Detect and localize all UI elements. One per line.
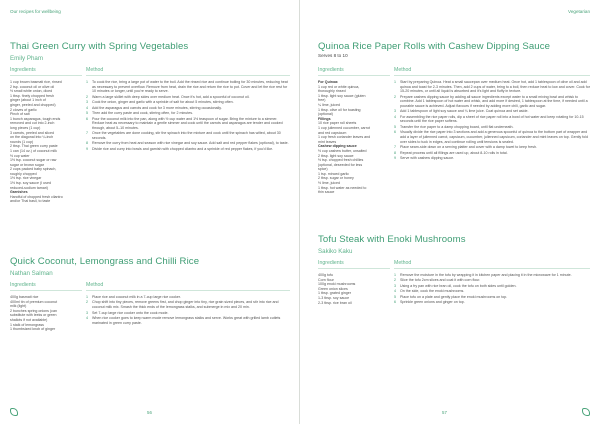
step-text: Cook the onion, ginger and garlic with a sprinkle of salt for about 5 minutes, stirring often. [92, 100, 234, 105]
ingredient-item: thoroughly rinsed [318, 89, 346, 94]
ingredients-list [318, 80, 390, 195]
step-number: 2 [394, 278, 396, 283]
method-step [86, 95, 290, 100]
step-number: 8 [86, 141, 88, 146]
step-text: Slice the tofu 2cm slices and coat it with corn flour. [400, 278, 481, 283]
ingredients-list [318, 273, 390, 305]
page-number: 56 [147, 410, 152, 415]
ingredient-item: on the diagonal into ¼-inch [10, 135, 54, 140]
ingredient-item: 2 bunches spring onions (can [10, 308, 57, 313]
step-number: 6 [394, 300, 396, 305]
recipe-serves: Serves 8 to 10 [318, 53, 348, 58]
ingredient-item: 1 tbsp. grated ginger [318, 291, 351, 296]
ingredient-item: 1 thumbsized knob of ginger [10, 327, 56, 332]
step-number: 6 [86, 116, 88, 121]
ingredient-item: 1 stalk of lemongrass [10, 322, 44, 327]
step-number: 8 [394, 150, 396, 155]
ingredient-item: 1 cup brown basmati rice, rinsed [10, 80, 62, 84]
method-step [394, 109, 590, 114]
ingredient-item: substitute with leeks or green [10, 313, 57, 318]
step-number: 7 [394, 145, 396, 150]
step-text: For assembling the rice paper rolls, dip a sheet of rice paper roll into a bowl of hot water and keep rotating for 10-15 seconds until the rice paper softens. [400, 114, 584, 124]
recipe-title: Tofu Steak with Enoki Mushrooms [318, 234, 466, 245]
recipe-author: Emily Pham [10, 55, 44, 62]
ingredient-item: 400g basmati rice [10, 295, 39, 299]
ingredients-column [10, 282, 86, 332]
ingredient-item: ginger, peeled and chopped) [10, 102, 56, 107]
recipe-thai-green-curry [10, 41, 290, 204]
recipe-quinoa-rolls [318, 41, 590, 195]
ingredient-item: 100g enoki mushrooms [318, 282, 356, 287]
ingredient-item: 1-3 tbsp. soy sauce [318, 295, 350, 300]
ingredient-item: ¼ lime, juiced [318, 102, 340, 107]
step-text: Remove the curry from heat and season with rice vinegar and soy sauce. Add salt and red pepper flakes (optional), to taste. [92, 141, 289, 146]
ingredient-item: roughly chopped [10, 171, 37, 176]
step-text: Divide rice and curry into bowls and garnish with chopped cilantro and a sprinkle of red pepper flakes, if you'd like. [92, 146, 274, 151]
ingredient-item: 1 tsp. minced garlic [318, 171, 349, 176]
ingredients-column [318, 260, 394, 306]
ingredient-item: ½ small white onion, diced [10, 89, 53, 94]
method-step [394, 95, 590, 109]
step-text: Then add the curry paste and cook, stirring often, for 2 minutes. [92, 111, 194, 116]
step-number: 3 [394, 283, 396, 288]
step-number: 1 [86, 80, 88, 84]
ingredient-item: Cashew dipping sauce [318, 144, 357, 149]
method-step [394, 115, 590, 124]
recipe-columns [318, 260, 590, 306]
recipe-tofu-steak [318, 234, 590, 306]
step-number: 5 [86, 111, 88, 116]
method-step [394, 145, 590, 150]
step-text: Place tofu on a plate and gently place the enoki mushrooms on top. [400, 294, 508, 299]
method-heading: Method [86, 282, 290, 291]
ingredient-item: 1 cup julienned cucumber, carrot [318, 125, 370, 130]
step-text: When rice cooker goes to keep warm mode remove lemongrass stalks and serve. Works great with grilled lamb cutlets marinated in green curry paste. [92, 316, 281, 325]
method-step [86, 111, 290, 116]
step-number: 2 [394, 94, 396, 99]
step-text: Once the vegetables are done cooking, stir the spinach into the mixture and cook until the spinach has wilted, about 30 seconds. [92, 131, 281, 140]
method-column [394, 260, 590, 306]
step-number: 1 [394, 273, 396, 277]
ingredient-item: Pinch of salt [10, 112, 30, 117]
ingredient-item: 2 cups packed baby spinach, [10, 167, 57, 172]
method-step [86, 147, 290, 152]
step-number: 2 [86, 300, 88, 305]
step-text: Transfer the rice paper to a damp chopping board, until flat underneath. [400, 124, 514, 129]
method-step [86, 117, 290, 131]
ingredient-item: shallots if not available) [10, 317, 48, 322]
method-step [86, 131, 290, 140]
ingredient-item: (optional) [318, 112, 333, 117]
step-text: Pour the coconut milk into the pan, along with ½ cup water and 1½ teaspoon of sugar. Bring the mixture to a simmer. Reduce heat as necessary to maintain a gentle simmer and cook until the carrots and asparagus are tender and cooked through, about 5–10 minutes. [92, 116, 283, 130]
ingredient-item: 1 tbsp. finely chopped fresh [10, 93, 54, 98]
step-number: 3 [86, 100, 88, 105]
ingredient-item: Green onion slices [318, 286, 348, 291]
step-text: Warm a large skillet with deep sides over medium heat. Once it's hot, add a spoonful of coconut oil. [92, 94, 250, 99]
step-number: 5 [394, 294, 396, 299]
step-text: Repeat process until all fillings are used up, about 8-10 rolls in total. [400, 150, 508, 155]
step-text: Remove the moisture in the tofu by wrapping it in kitchen paper and placing it in the microwave for 1 minute. [400, 273, 572, 277]
method-step [86, 106, 290, 111]
step-number: 9 [86, 146, 88, 151]
method-steps [86, 80, 290, 151]
step-text: Sprinkle green onions and ginger on top. [400, 300, 465, 305]
ingredient-item: 1½ tsp. coconut sugar or raw [10, 158, 57, 163]
ingredient-item: spice) [318, 167, 328, 172]
method-step [394, 125, 590, 130]
step-number: 4 [86, 316, 88, 321]
method-steps [394, 273, 590, 305]
step-number: 3 [394, 109, 396, 114]
ingredient-item: 2 tbsp. light soy sauce [318, 153, 354, 158]
method-step [394, 156, 590, 161]
ingredient-item: thin sauce [318, 190, 335, 195]
ingredient-item: 1½ tsp. rice vinegar [10, 176, 42, 181]
ingredient-item: ginger (about 1 inch of [10, 98, 46, 103]
recipe-columns [318, 67, 590, 195]
method-step [394, 80, 590, 94]
method-step [394, 130, 590, 144]
step-number: 1 [86, 295, 88, 299]
method-step [86, 80, 290, 94]
method-column [86, 282, 290, 332]
ingredients-heading: Ingredients [10, 67, 82, 76]
recipe-coconut-rice [10, 256, 290, 332]
method-step [86, 295, 290, 300]
ingredient-item: milk (light) [10, 304, 27, 309]
step-number: 7 [86, 131, 88, 136]
ingredient-item: Corn flour [318, 277, 334, 282]
recipe-title: Quick Coconut, Lemongrass and Chilli Rice [10, 256, 200, 267]
ingredient-item: (optional, deseeded for less [318, 162, 363, 167]
ingredient-item: 1 can (14 oz.) of coconut milk [10, 148, 57, 153]
ingredient-item: and red capsicum [318, 130, 347, 135]
step-text: Serve with cashew dipping sauce. [400, 156, 455, 161]
ingredient-item: 400ml tin of premium coconut [10, 299, 58, 304]
ingredient-item: ½ cup water [10, 153, 30, 158]
ingredient-item: mint leaves [318, 139, 337, 144]
leaf-icon [10, 408, 18, 416]
ingredient-item: 1½ tsp. soy sauce (I used [10, 181, 51, 186]
ingredient-item: reduced-sodium tamari) [10, 185, 48, 190]
method-column [394, 67, 590, 195]
step-text: Place rice and coconut milk in a 7-cup large rice cooker. [92, 295, 181, 299]
ingredients-heading: Ingredients [10, 282, 82, 291]
step-text: Add 1 tablespoon of light soy sauce and ¼ lime juice. Coat quinoa and set aside. [400, 109, 529, 114]
ingredient-item: and/or Thai basil, to taste [10, 199, 51, 204]
recipe-columns [10, 282, 290, 332]
step-number: 4 [394, 114, 396, 119]
ingredient-item: Handful of chopped fresh cilantro [10, 194, 63, 199]
ingredient-item: 3 carrots, peeled and sliced [10, 130, 54, 135]
leaf-icon [582, 408, 590, 416]
step-text: Visually divide the rice paper into 3 sections and add a generous spoonful of quinoa to the bottom part of wrapper and add a layer of julienned carrot, capsicum, cucumber, julienned capsicum, coriander and mint leaves on top. Gently fold over sides to tuck in edges, and continue rolling until tensions is sealed. [400, 130, 588, 144]
running-head: Vegetarian [568, 9, 590, 14]
ingredients-column [318, 67, 394, 195]
step-text: Chop shift into tiny pieces, remove greens first, and chop ginger into tiny, rice grain sized pieces, and stir into rice and coconut milk mix. Smash the thick ends of the lemongrass stalks, and submerge in mix and 20 min. [92, 300, 279, 310]
step-text: Add the asparagus and carrots and cook for 3 more minutes, stirring occasionally. [92, 105, 222, 110]
ingredient-item: For Quinoa: [318, 80, 339, 84]
method-step [86, 100, 290, 105]
ingredient-item: 1 bunch asparagus, tough ends [10, 116, 61, 121]
ingredient-item: 1 tbsp. light soy sauce (gluten [318, 93, 366, 98]
ingredient-item: 2 tbsp. sugar or honey [318, 176, 354, 181]
ingredients-list [10, 295, 82, 332]
method-heading: Method [86, 67, 290, 76]
step-text: To cook the rice, bring a large pot of water to the boil. Add the rinsed rice and continue boiling for 30 minutes, reducing heat as necessary to prevent overflow. Remove from heat, drain the rice and return the rice to pot. Cover and let the rice rest for 10 minutes or longer, until you're ready to serve. [92, 80, 288, 94]
ingredient-item: ½ cup cashew butter, unsalted [318, 148, 367, 153]
method-column [86, 67, 290, 204]
recipe-title: Quinoa Rice Paper Rolls with Cashew Dipping Sauce [318, 41, 551, 52]
step-text: Using a fry pan with rice bran oil, cook the tofu on both sides until golden. [400, 283, 517, 288]
page-number: 57 [442, 410, 447, 415]
step-text: On the side, cook the enoki mushrooms. [400, 289, 465, 294]
ingredient-item: long pieces (1 cup) [10, 125, 41, 130]
ingredients-heading: Ingredients [318, 260, 390, 269]
ingredient-item: 2 tbsp. Thai green curry paste [10, 144, 58, 149]
ingredient-item: removed and cut into 2-inch [10, 121, 55, 126]
method-step [394, 273, 590, 278]
method-steps [86, 295, 290, 325]
method-step [394, 151, 590, 156]
ingredient-item: sugar or brown sugar [10, 162, 44, 167]
ingredient-item: 1 cup red or white quinoa, [318, 84, 360, 89]
recipe-author: Nathan Salman [10, 270, 53, 277]
right-page [300, 0, 600, 424]
ingredients-column [10, 67, 86, 204]
recipe-title: Thai Green Curry with Spring Vegetables [10, 41, 189, 52]
recipe-columns [10, 67, 290, 204]
ingredient-item: 2 cloves of garlic [10, 107, 37, 112]
step-number: 3 [86, 310, 88, 315]
ingredient-item: 1 tbsp. hot water as needed to [318, 185, 367, 190]
method-step [394, 284, 590, 289]
step-number: 1 [394, 80, 396, 84]
method-step [86, 300, 290, 309]
step-number: 4 [86, 105, 88, 110]
ingredient-item: 400g tofu [318, 273, 333, 277]
ingredient-item: 1 tbsp. olive oil for toasting [318, 107, 361, 112]
ingredient-item: 10 rice paper roll sheets [318, 121, 357, 126]
step-number: 2 [86, 94, 88, 99]
method-heading: Method [394, 260, 590, 269]
method-steps [394, 80, 590, 161]
ingredient-item: Garnishes [10, 190, 28, 195]
ingredient-item: ½ tsp. chopped fresh chillies [318, 158, 364, 163]
step-text: Prepare cashew dipping sauce by adding all sauce ingredients except water to a small mixing bowl and whisk to combine. Add 1 tablespoon of hot water and whisk, and add more if desired, 1 tablespoon at the time, if needed until a pourable sauce is achieved. Adjust flavours if needed by adding more chili, garlic and sugar. [400, 94, 588, 108]
method-step [86, 311, 290, 316]
step-text: Set 7-cup large rice cooker onto the cook mode. [92, 310, 169, 315]
ingredient-item: free) [318, 98, 326, 103]
step-number: 9 [394, 156, 396, 161]
step-number: 5 [394, 124, 396, 129]
ingredients-list [10, 80, 82, 204]
recipe-author: Sakiko Kaku [318, 248, 353, 255]
method-heading: Method [394, 67, 590, 76]
ingredient-item: Fillings [318, 116, 331, 121]
step-number: 4 [394, 289, 396, 294]
ingredient-item: ½ lime, juiced [318, 181, 340, 186]
step-text: Place seam-side down on a serving platter and cover with a damp towel to keep fresh. [400, 145, 538, 150]
running-head: Our recipes for wellbeing [10, 9, 61, 14]
step-number: 6 [394, 130, 396, 135]
step-text: Start by preparing Quinoa. Heat a small saucepan over medium heat. Once hot, add 1 tablespoon of olive oil and add quinoa and toast for 2-3 minutes. Then, add 2 cups of water, bring to a boil, then reduce heat to low and cover. Cook for 15-20 minutes, or until all liquid is absorbed and it's light and fluffy in texture. [400, 80, 590, 94]
ingredient-item: rounds (1 cup) [10, 139, 34, 144]
ingredients-heading: Ingredients [318, 67, 390, 76]
ingredient-item: 1 cup fresh coriander leaves and [318, 135, 371, 140]
ingredient-item: 2-3 tbsp. rice bran oil [318, 300, 352, 305]
ingredient-item: 2 tsp. coconut oil or olive oil [10, 84, 55, 89]
method-step [86, 141, 290, 146]
method-step [394, 278, 590, 283]
method-step [394, 300, 590, 305]
method-step [86, 316, 290, 325]
method-step [394, 295, 590, 300]
method-step [394, 289, 590, 294]
